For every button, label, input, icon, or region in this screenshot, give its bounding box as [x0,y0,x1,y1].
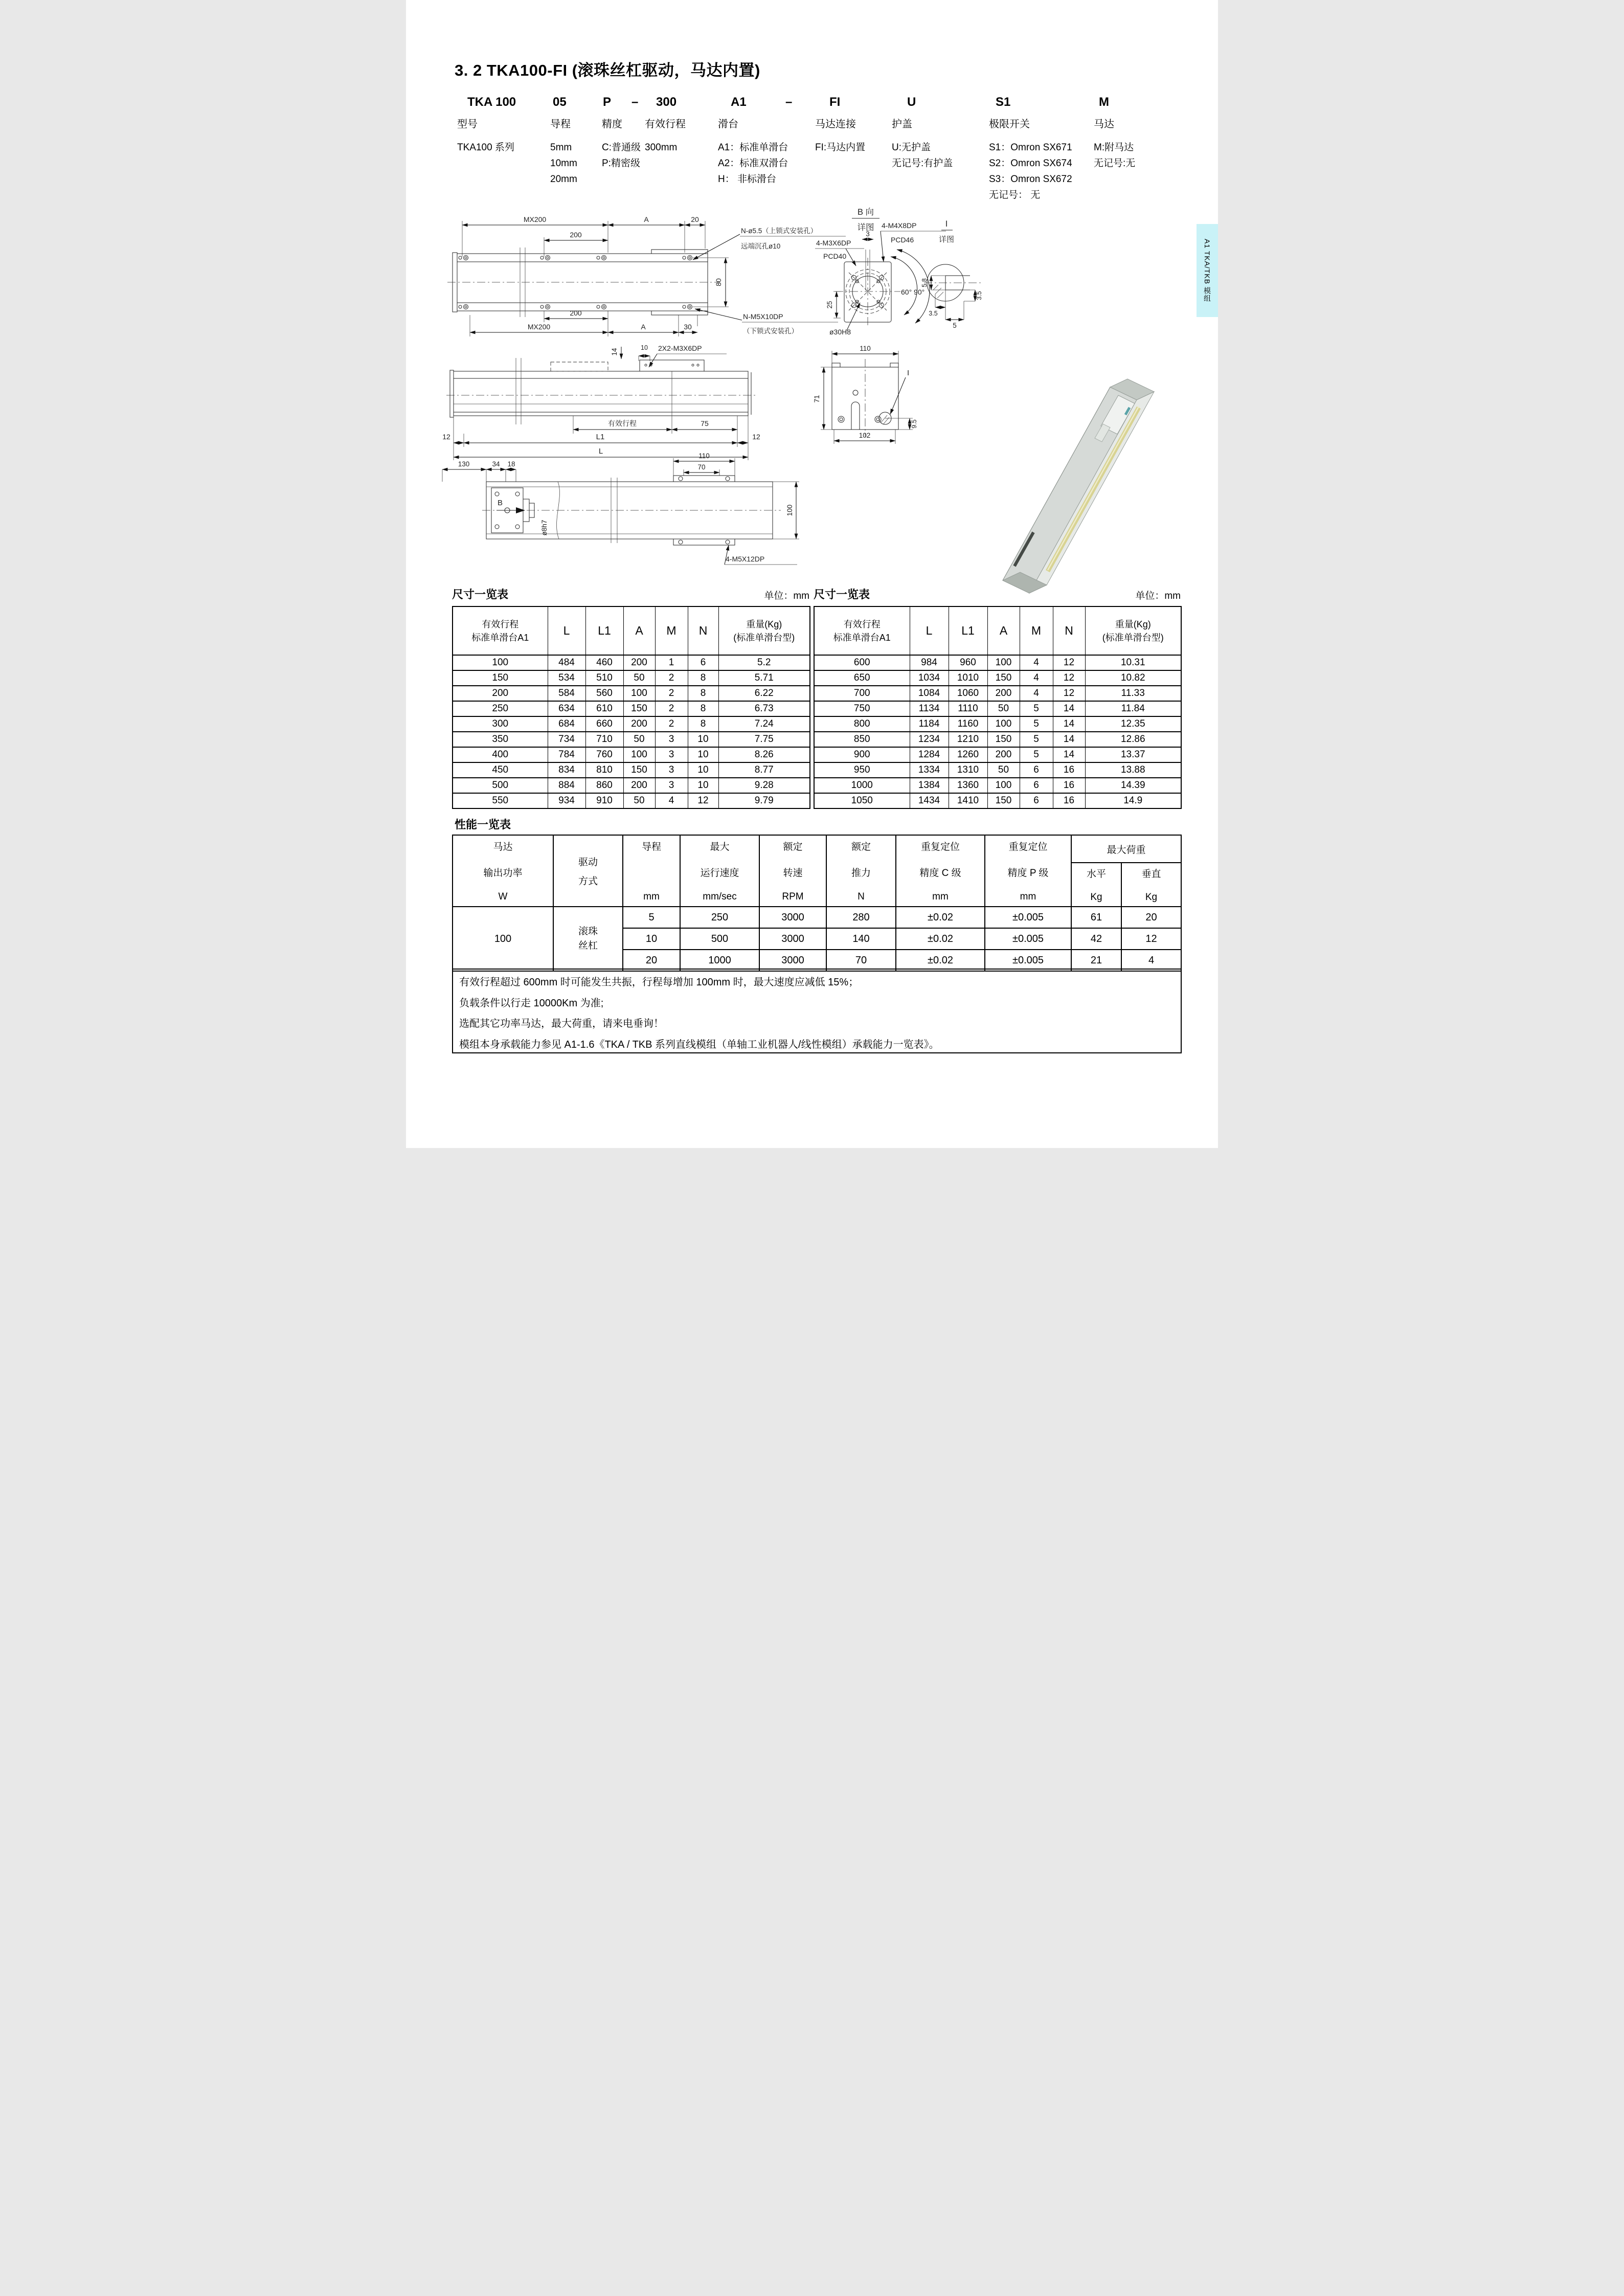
table-row: 500 884 860 200 3 10 9.28 [453,778,810,793]
table-row: 100 484 460 200 1 6 5.2 [453,655,810,670]
hole-callout: 4-M3X6DP [816,239,851,247]
dim-label: 20 [691,215,699,223]
page-title: 3. 2 TKA100-FI (滚珠丝杠驱动，马达内置) [455,61,760,79]
dimension-table-right [814,586,1181,809]
product-photo [976,376,1211,601]
code-token-carriage: A1 [731,95,747,109]
dim-label: 5.8 [921,278,928,287]
code-token-lead: 05 [553,95,567,109]
table-row: 400 784 760 100 3 10 8.26 [453,747,810,762]
code-legend-stroke: 有效行程 300mm [645,119,686,153]
dim-label: 34 [492,460,500,468]
dim-label: 12 [752,433,760,441]
dim-label: A [644,215,649,223]
code-legend-accuracy: 精度 C:普通级 P:精密级 [602,119,641,169]
code-legend-switch: 极限开关 S1：Omron SX671 S2：Omron SX674 S3：Omron SX672 无记号： 无 [989,119,1072,200]
code-token-stroke: 300 [656,95,677,109]
table-row: 950 1334 1310 50 6 16 13.88 [814,762,1181,778]
code-legend-carriage: 滑台 A1：标准单滑台 A2：标准双滑台 H： 非标滑台 [718,119,788,185]
dim-label: 75 [701,419,709,427]
view-label: 详图 [857,223,874,232]
datasheet-page [406,0,1218,1148]
code-token-motor: M [1099,95,1109,109]
performance-table [452,835,1182,972]
hole-callout: （下锁式安装孔） [743,327,798,335]
code-token-accuracy: P [603,95,612,109]
drawing-top-view [439,214,848,344]
dim-label: 70 [697,463,706,471]
dimension-table-left [452,586,809,809]
drive-type-cell: 滚珠 丝杠 [553,907,623,971]
table-unit: 单位：mm [764,591,809,601]
dim-label: 10 [641,344,648,351]
dim-label: 80 [714,278,723,286]
code-legend-motor-conn: 马达连接 FI:马达内置 [815,119,866,153]
note-line: 负载条件以行走 10000Km 为准; [459,997,604,1009]
dim-label: 5 [953,322,957,329]
code-legend-cover: 护盖 U:无护盖 无记号:有护盖 [892,119,953,169]
drawing-i-detail [920,217,989,337]
hole-callout: 远端沉孔ø10 [741,242,781,250]
dim-label: 3 [866,230,870,238]
dim-label: 200 [570,309,582,317]
dim-label: ø30H8 [829,328,851,336]
table-row: 550 934 910 50 4 12 9.79 [453,793,810,808]
code-token-motor-conn: FI [829,95,841,109]
table-row: 1050 1434 1410 150 6 16 14.9 [814,793,1181,808]
dim-label: 60° 90° [901,288,925,296]
table-row: 800 1184 1160 100 5 14 12.35 [814,716,1181,732]
table-title: 尺寸一览表 [452,588,509,601]
dim-label: 71 [813,395,821,403]
hole-callout: PCD40 [823,252,847,260]
dim-label: L1 [596,433,605,441]
dim-label: MX200 [527,323,551,331]
drawing-side-view [439,343,843,465]
motor-power-cell: 100 [453,907,553,971]
dim-label: 200 [570,231,582,239]
dim-label: 18 [507,460,515,468]
view-direction-arrow [516,507,525,513]
code-token-series: TKA 100 [467,95,516,109]
dim-label: 3.5 [929,310,938,317]
dim-label: 25 [826,301,833,309]
dim-label: 9.5 [911,419,918,429]
dim-label: ø8h7 [540,520,548,536]
table-row: 1000 1384 1360 100 6 16 14.39 [814,778,1181,793]
table-unit: 单位：mm [1135,591,1181,601]
table-row: 750 1134 1110 50 5 14 11.84 [814,701,1181,716]
view-label: B 向 [857,208,874,217]
dim-label: A [641,323,646,331]
note-line: 有效行程超过 600mm 时可能发生共振，行程每增加 100mm 时，最大速度应减低 15%； [459,977,859,988]
table-row: 600 984 960 100 4 12 10.31 [814,655,1181,670]
code-token-switch: S1 [996,95,1011,109]
table-row: 100 滚珠 丝杠 5 250 3000 280 ±0.02 ±0.005 61 20 [453,907,1181,928]
hole-callout: 4-M5X12DP [726,555,765,563]
drawing-bottom-view [439,451,843,576]
hole-callout: 4-M4X8DP [882,221,917,230]
view-direction-label: B [498,499,503,507]
dim-label: 102 [859,432,871,439]
code-token-cover: U [907,95,916,109]
table-row: 700 1084 1060 200 4 12 11.33 [814,686,1181,701]
table-row: 650 1034 1010 150 4 12 10.82 [814,670,1181,686]
hole-callout: N-M5X10DP [743,312,783,321]
note-line: 选配其它功率马达，最大荷重，请来电垂询！ [459,1018,664,1029]
code-token-dash2: – [785,95,793,109]
view-label: I [907,369,910,377]
table-row: 850 1234 1210 150 5 14 12.86 [814,732,1181,747]
table-header-row: 有效行程 标准单滑台A1 L L1 A M N 重量(Kg) (标准单滑台型) [453,606,810,655]
notes-box [452,969,1182,1053]
dim-label: 30 [684,323,692,331]
code-legend-motor: 马达 M:附马达 无记号:无 [1094,119,1136,169]
dim-label: 12 [442,433,450,441]
table-row: 900 1284 1260 200 5 14 13.37 [814,747,1181,762]
table-row: 300 684 660 200 2 8 7.24 [453,716,810,732]
side-tab-section-label: A1 TKA/TKB 模组 [1197,224,1218,317]
dim-label: 3.5 [976,291,983,300]
view-label: I [945,219,948,229]
note-line: 模组本身承载能力参见 A1-1.6《TKA / TKB 系列直线模组（单轴工业机器人/线性模组）承载能力一览表》。 [459,1039,939,1050]
table-title: 尺寸一览表 [814,588,870,601]
table-row: 200 584 560 100 2 8 6.22 [453,686,810,701]
table-header-row: 有效行程 标准单滑台A1 L L1 A M N 重量(Kg) (标准单滑台型) [814,606,1181,655]
table-row: 20 1000 3000 70 ±0.02 ±0.005 21 4 [453,950,1181,971]
drawing-cross-section [813,344,922,454]
dim-label: 110 [860,345,871,352]
hole-callout: 2X2-M3X6DP [658,344,702,352]
performance-table-title: 性能一览表 [455,818,511,831]
table-row: 150 534 510 50 2 8 5.71 [453,670,810,686]
table-row: 350 734 710 50 3 10 7.75 [453,732,810,747]
dim-label: MX200 [523,215,547,223]
table-header-row: 马达 输出功率 W 驱动 方式 导程 mm 最大 运行速度 mm/sec 额定 转速 RPM 额定 推力 N 重复定位 精度 C 级 mm 重复定位 精度 P 级 mm 最大荷重 [453,835,1181,863]
code-legend-model: 型号 TKA100 系列 [457,119,514,153]
code-legend-lead: 导程 5mm 10mm 20mm [550,119,577,185]
table-header-row: 水平 Kg 垂直 Kg [453,863,1181,907]
hole-callout: PCD46 [891,236,914,244]
hole-callout: N-ø5.5（上锁式安装孔） [741,227,818,235]
dim-label: 有效行程 [608,419,637,427]
dim-label: 130 [458,460,470,468]
table-row: 250 634 610 150 2 8 6.73 [453,701,810,716]
view-label: 详图 [938,235,955,244]
dim-label: 14 [611,348,618,356]
dim-label: L [598,447,603,456]
dim-label: 110 [698,452,710,460]
dim-label: 100 [786,504,794,516]
table-row: 10 500 3000 140 ±0.02 ±0.005 42 12 [453,928,1181,950]
code-token-dash1: – [631,95,639,109]
table-row: 450 834 810 150 3 10 8.77 [453,762,810,778]
